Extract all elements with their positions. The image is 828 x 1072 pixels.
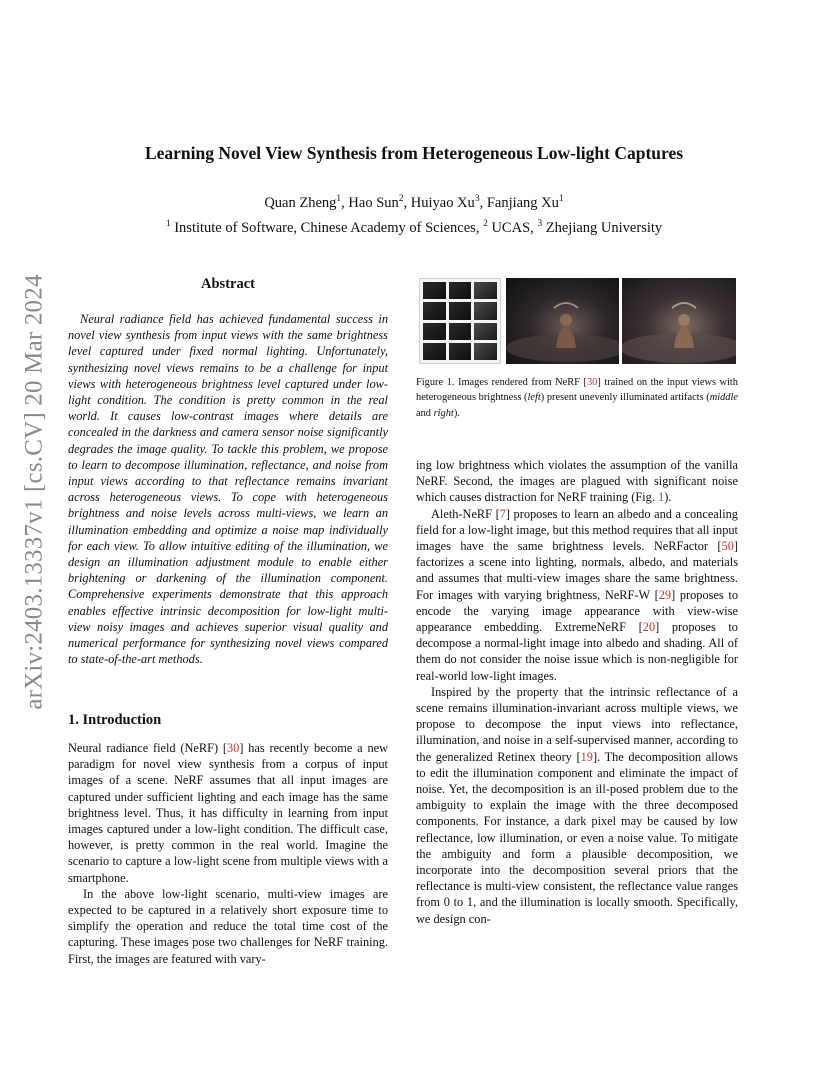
affiliation: Zhejiang University [545, 220, 663, 236]
author-list: Quan Zheng$^1$, Hao Sun$^2$, Huiyao Xu$^3$, Fanjiang Xu$^1$ [264, 194, 564, 211]
introduction-body [68, 740, 388, 967]
section-heading-introduction: 1. Introduction [68, 712, 162, 728]
arxiv-stamp: arXiv:2403.13337v1 [cs.CV] 20 Mar 2024 [21, 274, 49, 710]
citation-link[interactable]: 30 [586, 377, 598, 388]
citation-link[interactable]: 19 [580, 749, 593, 764]
paragraph: Inspired by the property that the intrinsic reflectance of a scene remains illumination-invariant across multiple views, we propose to decompose the input views into reflectance, illumination, and noise in a self-supervised manner, according to the generalized Retinex theory [19]. The decomposition allows to edit the illumination component and eliminate the impact of noise. Yet, the decomposition is an ill-posed problem due to the ambiguity to explain the image with the three decomposed components. For instance, a dark pixel may be caused by low reflectance, low illumination, or even a noise value. To mitigate the ambiguity and form a plausible decomposition, we incorporate into the decomposition several priors that the reflectance is multi-view consistent, the reflectance value ranges from 0 to 1, and the illumination is locally smooth. Specifically, we design con- [416, 684, 738, 926]
citation-link[interactable]: 7 [499, 506, 506, 521]
author: Hao Sun [348, 195, 399, 211]
figure-input-views-grid [419, 278, 501, 364]
paragraph: Aleth-NeRF [7] proposes to learn an albedo and a concealing field for a low-light image, but this method requires that all input images have the same brightness levels. NeRFactor [50] factorizes a scene into lighting, normals, albedo, and materials and assumes that multi-view images share the same brightness. For images with varying brightness, NeRF-W [29] proposes to encode the varying image appearance with view-wise appearance embedding. ExtremeNeRF [20] proposes to decompose a normal-light image into albedo and shading. All of them do not consider the noise issue which is non-negligible for real-world low-light images. [416, 506, 738, 683]
citation-link[interactable]: 50 [721, 539, 734, 554]
right-column-body [416, 457, 738, 927]
figure-reference-link[interactable]: 1 [658, 490, 665, 505]
paragraph: In the above low-light scenario, multi-view images are expected to be captured in a relatively short exposure time to simplify the operation and reduce the total time cost of the capturing. These images pose two challenges for NeRF training. First, the images are featured with vary- [68, 886, 388, 966]
author: Fanjiang Xu [486, 195, 559, 211]
affiliation: Institute of Software, Chinese Academy of Sciences [174, 220, 476, 236]
citation-link[interactable]: 29 [658, 587, 672, 602]
abstract-heading: Abstract [201, 276, 255, 292]
abstract-body: Neural radiance field has achieved fundamental success in novel view synthesis from input views with the same brightness level captured under fixed normal lighting. Unfortunately, synthesizing novel views remains to be a challenge for input views with heterogeneous brightness level captured under low-light condition. The condition is pretty common in the real world. It causes low-contrast images where details are concealed in the darkness and camera sensor noise significantly degrades the image quality. To tackle this problem, we propose to learn to decompose illumination, reflectance, and noise from input views according to that reflectance remains invariant across heterogeneous views. To cope with heterogeneous brightness and noise levels across multi-views, we learn an illumination embedding and optimize a noise map individually for each view. To allow intuitive editing of the illumination, we design an illumination adjustment module to enable either brightening or darkening of the illumination component. Comprehensive experiments demonstrate that this approach enables effective intrinsic decomposition for low-light multi-view noisy images and achieves superior visual quality and numerical performance for synthesizing novel views compared to state-of-the-art methods. [68, 312, 388, 667]
citation-link[interactable]: 30 [226, 741, 240, 755]
affiliation: UCAS [491, 220, 531, 236]
paragraph: Neural radiance field (NeRF) [30] has recently become a new paradigm for novel view synthesis from a corpus of input images of a scene. NeRF assumes that all input images are captured under sufficient lighting and each image has the same brightness level. Thus, it has difficulty in learning from input images captured under a low-light condition. The difficult case, however, is pretty common in the real world. Imagine the scenario to capture a low-light scene from multiple views with a smartphone. [68, 741, 389, 885]
paper-title: Learning Novel View Synthesis from Heterogeneous Low-light Captures [144, 143, 684, 163]
figure-render-middle [506, 278, 619, 364]
affiliations: $^1$ Institute of Software, Chinese Academy of Sciences, $^2$ UCAS, $^3$ Zhejiang University [165, 219, 663, 236]
citation-link[interactable]: 20 [642, 620, 656, 635]
figure-render-right [622, 278, 736, 364]
paragraph: ing low brightness which violates the assumption of the vanilla NeRF. Second, the images are plagued with significant noise which causes distraction for NeRF training (Fig. 1). [416, 458, 738, 505]
author: Huiyao Xu [410, 195, 475, 211]
author: Quan Zheng [264, 195, 337, 211]
figure-caption: Figure 1. Images rendered from NeRF [30] trained on the input views with heterogeneous brightness (left) present unevenly illuminated artifacts (middle and right). [416, 377, 738, 419]
